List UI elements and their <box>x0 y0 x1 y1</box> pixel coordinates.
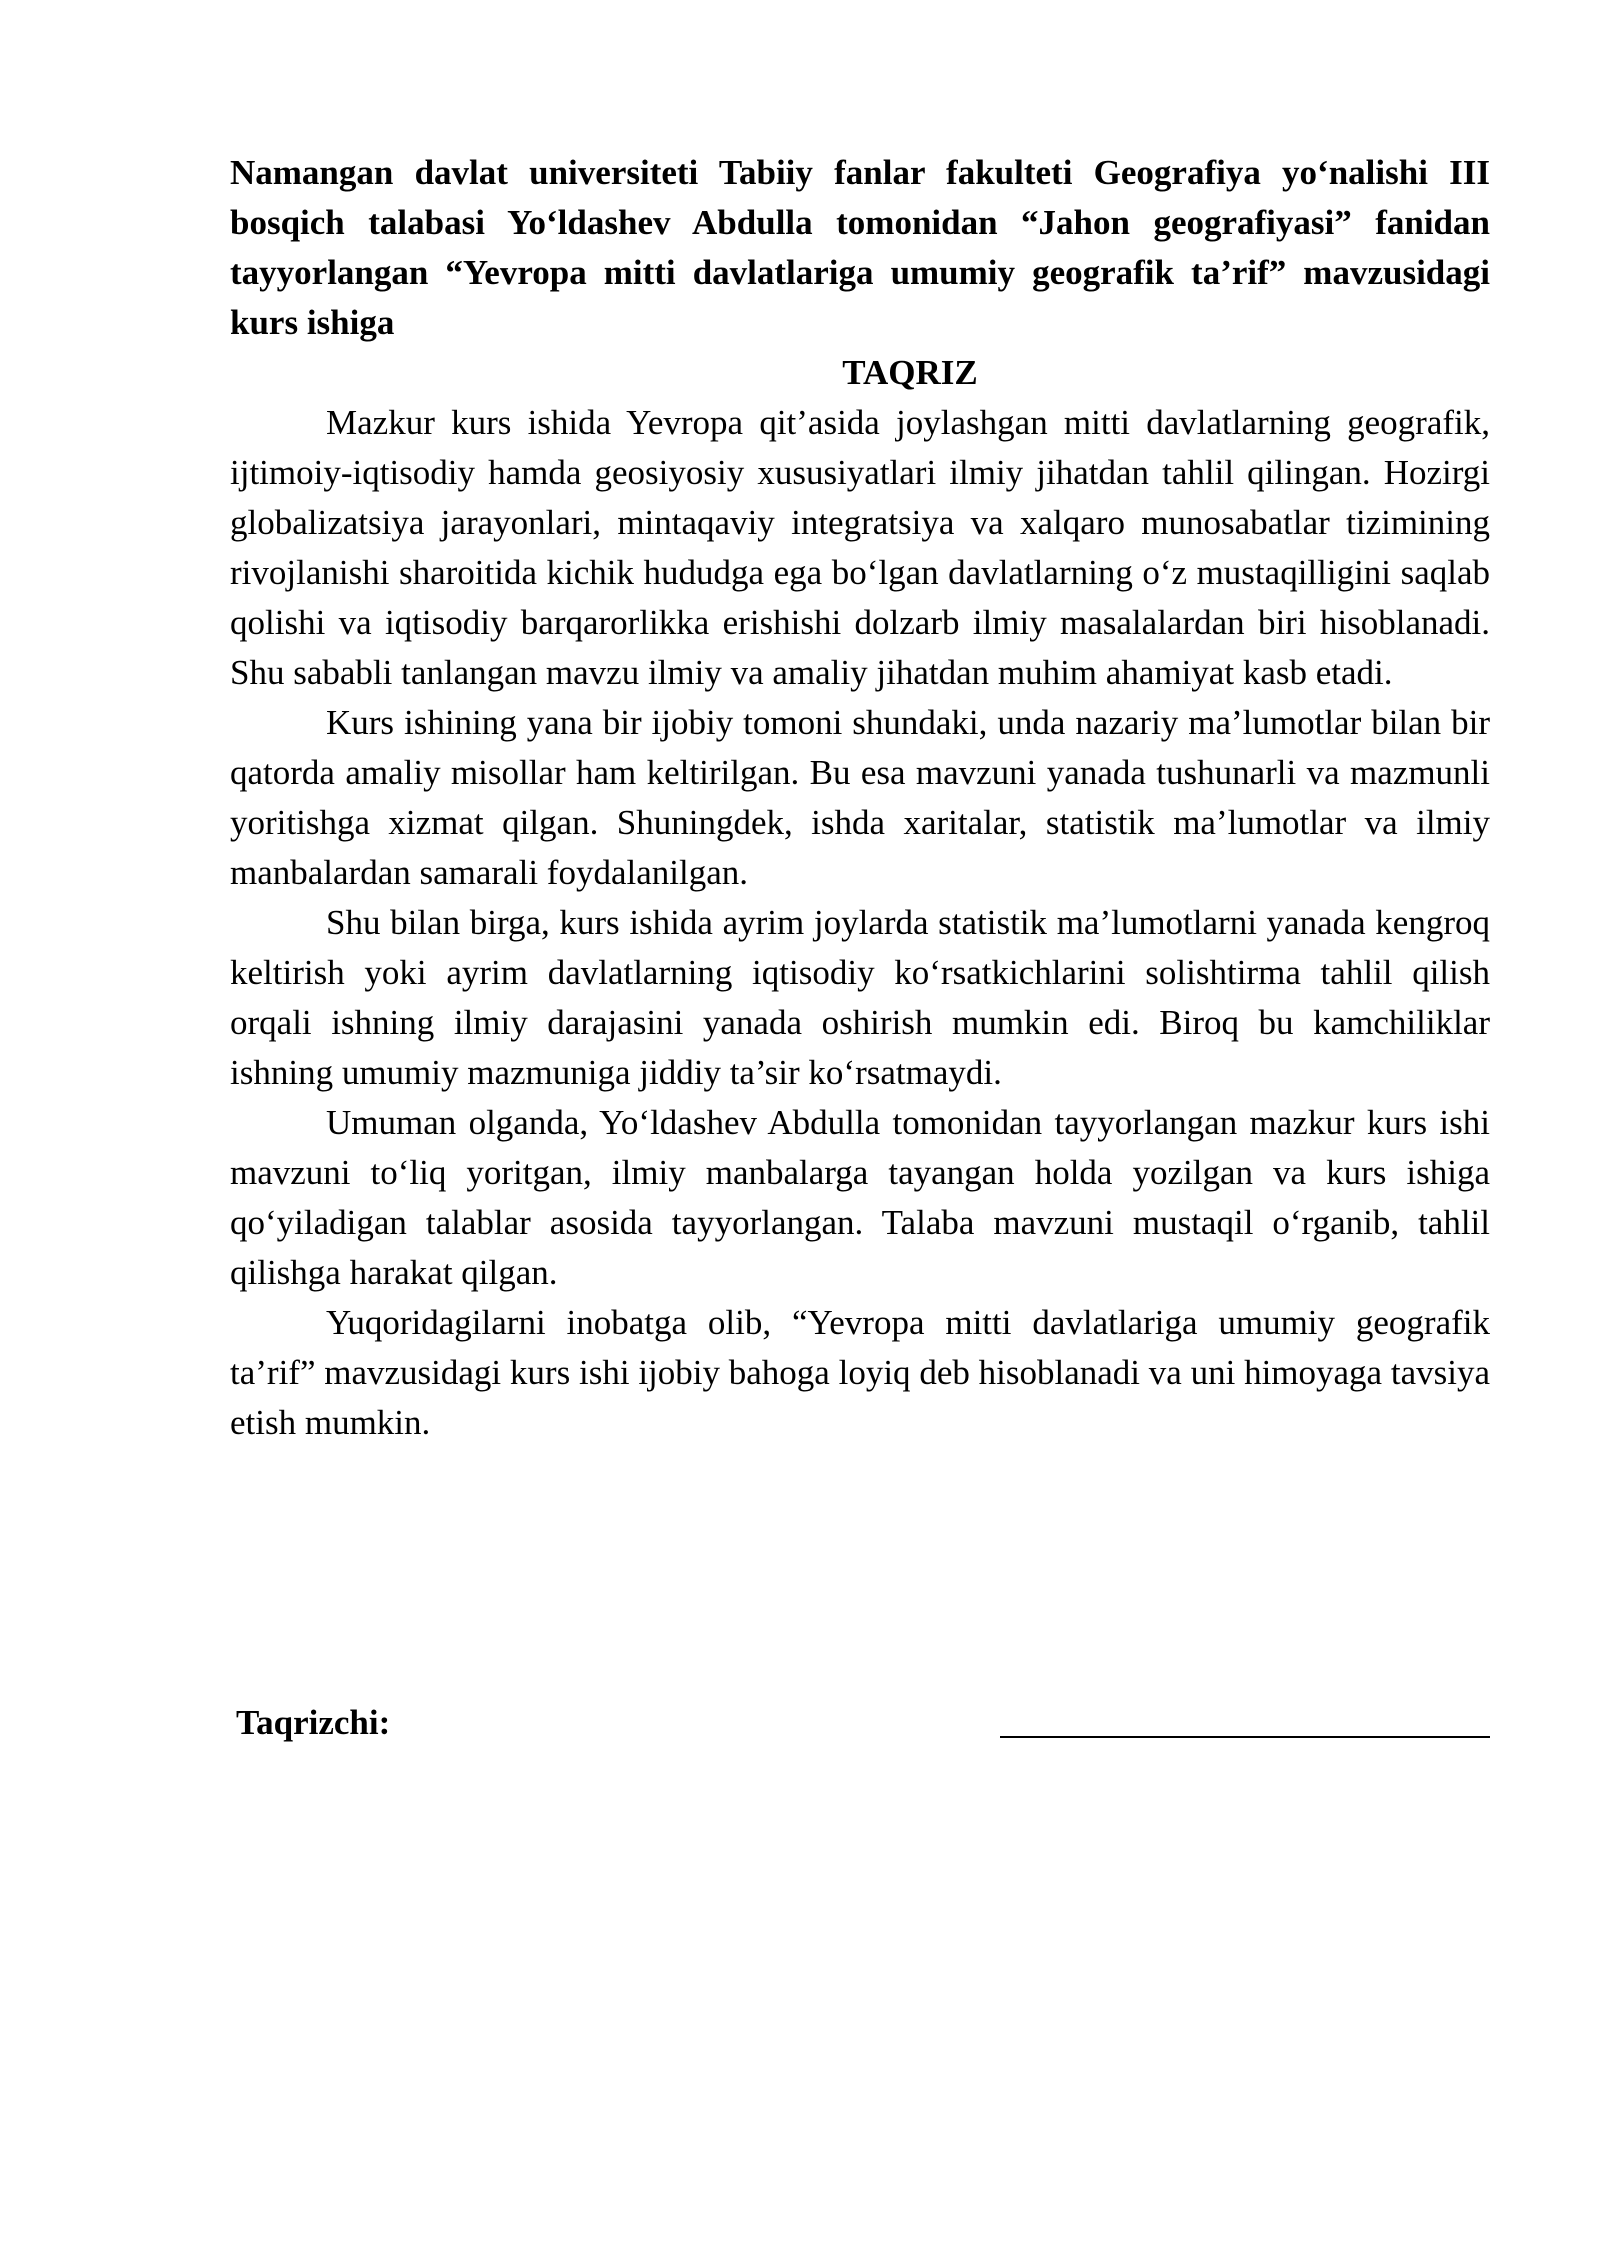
paragraph-5: Yuqoridagilarni inobatga olib, “Yevropa mitti davlatlariga umumiy geografik ta’rif” mavzusidagi kurs ishi ijobiy bahoga loyiq deb hisoblanadi va uni himoyaga tavsiya etish mumkin. <box>230 1303 1490 1442</box>
reviewer-label: Taqrizchi: <box>236 1703 391 1742</box>
paragraph-3: Shu bilan birga, kurs ishida ayrim joylarda statistik ma’lumotlarni yanada kengroq keltirish yoki ayrim davlatlarning iqtisodiy ko‘rsatkichlarini solishtirma tahlil qilish orqali ishning ilmiy darajasini yanada oshirish mumkin edi. Biroq bu kamchiliklar ishning umumiy mazmuniga jiddiy ta’sir ko‘rsatmaydi. <box>230 903 1490 1092</box>
paragraph-1: Mazkur kurs ishida Yevropa qit’asida joylashgan mitti davlatlarning geografik, ijtimoiy-iqtisodiy hamda geosiyosiy xususiyatlari ilmiy jihatdan tahlil qilingan. Hozirgi globalizatsiya jarayonlari, mintaqaviy integratsiya va xalqaro munosabatlar tizimining rivojlanishi sharoitida kichik hududga ega bo‘lgan davlatlarning o‘z mustaqilligini saqlab qolishi va iqtisodiy barqarorlikka erishishi dolzarb ilmiy masalalardan biri hisoblanadi. Shu sababli tanlangan mavzu ilmiy va amaliy jihatdan muhim ahamiyat kasb etadi. <box>230 403 1490 692</box>
paragraph-4: Umuman olganda, Yo‘ldashev Abdulla tomonidan tayyorlangan mazkur kurs ishi mavzuni to‘liq yoritgan, ilmiy manbalarga tayangan holda yozilgan va kurs ishiga qo‘yiladigan talablar asosida tayyorlangan. Talaba mavzuni mustaqil o‘rganib, tahlil qilishga harakat qilgan. <box>230 1103 1490 1292</box>
document-title: TAQRIZ <box>842 353 978 392</box>
signature-line <box>1000 1736 1490 1738</box>
signature-block <box>236 1698 1490 1748</box>
paragraph-2: Kurs ishining yana bir ijobiy tomoni shundaki, unda nazariy ma’lumotlar bilan bir qatorda amaliy misollar ham keltirilgan. Bu esa mavzuni yanada tushunarli va mazmunli yoritishga xizmat qilgan. Shuningdek, ishda xaritalar, statistik ma’lumotlar va ilmiy manbalardan samarali foydalanilgan. <box>230 703 1490 892</box>
document-page <box>230 148 1490 1448</box>
document-heading: Namangan davlat universiteti Tabiiy fanlar fakulteti Geografiya yo‘nalishi III bosqich talabasi Yo‘ldashev Abdulla tomonidan “Jahon geografiyasi” fanidan tayyorlangan “Yevropa mitti davlatlariga umumiy geografik ta’rif” mavzusidagi kurs ishiga <box>230 153 1490 342</box>
